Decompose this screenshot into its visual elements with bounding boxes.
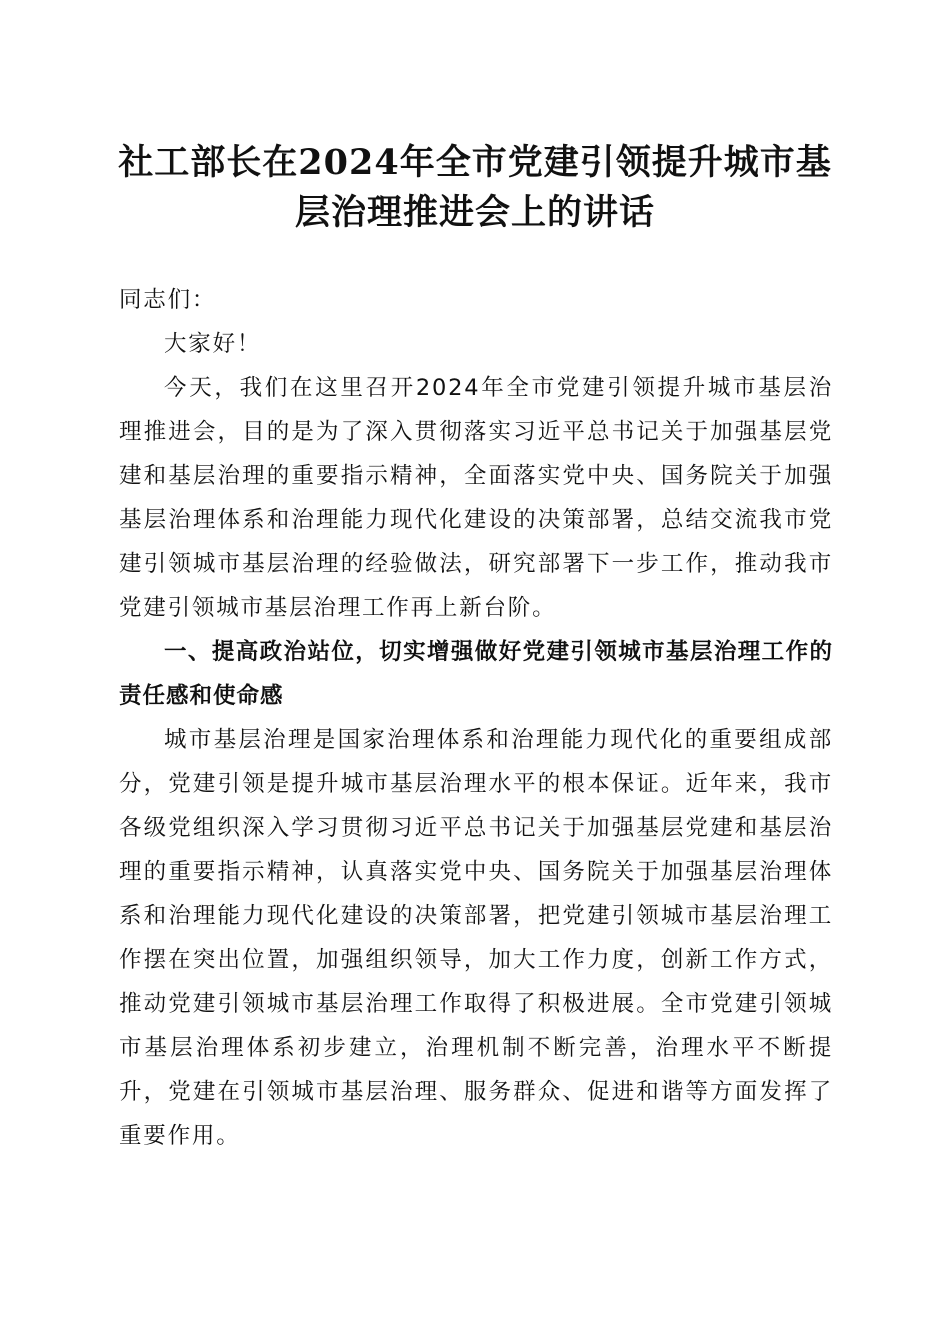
title-line-1: 社工部长在2024年全市党建引领提升城市基 (118, 142, 832, 183)
salutation: 同志们： (119, 287, 217, 313)
paragraph-section-1: 城市基层治理是国家治理体系和治理能力现代化的重要组成部分，党建引领是提升城市基层治理水平的根本保证。近年来，我市各级党组织深入学习贯彻习近平总书记关于加强基层党建和基层治理的重要指示精神，认真落实党中央、国务院关于加强基层治理体系和治理能力现代化建设的决策部署，把党建引领城市基层治理工作摆在突出位置，加强组织领导，加大工作力度，创新工作方式，推动党建引领城市基层治理工作取得了积极进展。全市党建引领城市基层治理体系初步建立，治理机制不断完善，治理水平不断提升，党建在引领城市基层治理、服务群众、促进和谐等方面发挥了重要作用。 (119, 727, 833, 1149)
title-line-2: 层治理推进会上的讲话 (294, 192, 655, 233)
paragraph-intro: 今天，我们在这里召开2024年全市党建引领提升城市基层治理推进会，目的是为了深入贯彻落实习近平总书记关于加强基层党建和基层治理的重要指示精神，全面落实党中央、国务院关于加强基层治理体系和治理能力现代化建设的决策部署，总结交流我市党建引领城市基层治理的经验做法，研究部署下一步工作，推动我市党建引领城市基层治理工作再上新台阶。 (119, 375, 833, 621)
document-body (119, 278, 833, 1158)
greeting: 大家好！ (164, 331, 262, 357)
section-heading-1: 一、提高政治站位，切实增强做好党建引领城市基层治理工作的责任感和使命感 (119, 639, 833, 709)
document-title (100, 138, 850, 238)
